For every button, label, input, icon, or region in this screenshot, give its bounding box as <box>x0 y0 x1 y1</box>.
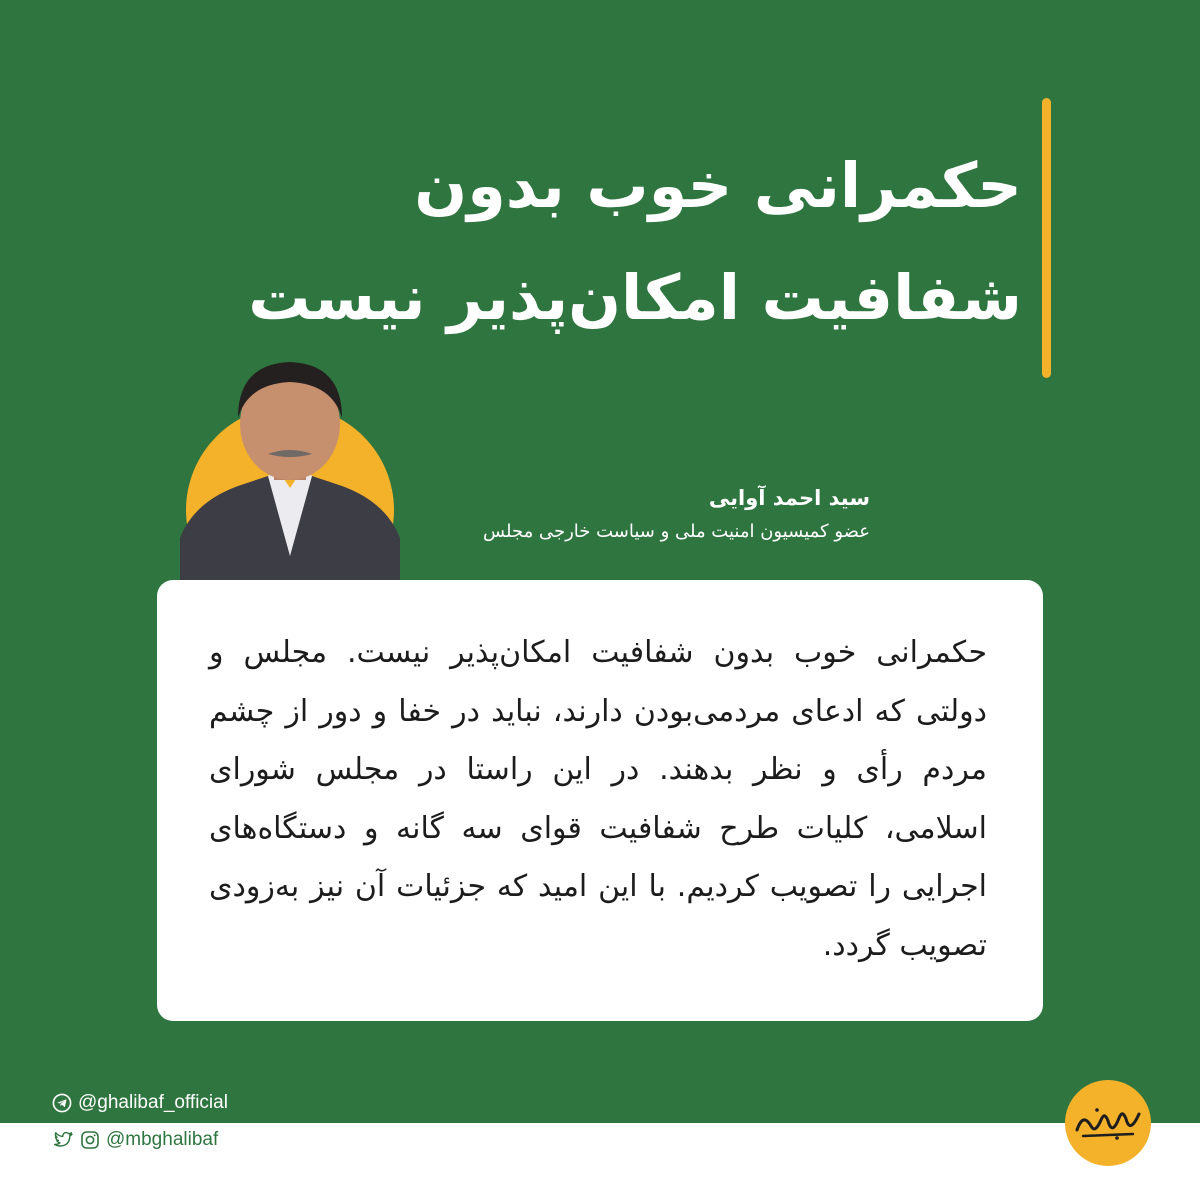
quote-text: حکمرانی خوب بدون شفافیت امکان‌پذیر نیست. مجلس و دولتی که ادعای مردمی‌بودن دارند، نباید در خفا و دور از چشم مردم رأی و نظر بدهند. در این راستا در مجلس شورای اسلامی، کلیات طرح شفافیت قوای سه گانه و دستگاه‌های اجرایی را تصویب کردیم. با این امید که جزئیات آن نیز به‌زودی تصویب گردد. <box>209 635 987 963</box>
headline-accent-bar <box>1042 98 1051 378</box>
twitter-instagram-handle-row[interactable] <box>52 1129 218 1151</box>
speaker-portrait <box>180 360 400 582</box>
twitter-instagram-handle[interactable]: @mbghalibaf <box>106 1129 219 1150</box>
signature-script-mark <box>1073 1104 1143 1142</box>
speaker-role: عضو کمیسیون امنیت ملی و سیاست خارجی مجلس <box>483 521 870 542</box>
telegram-icon <box>52 1093 72 1113</box>
headline: حکمرانی خوب بدون شفافیت امکان‌پذیر نیست <box>248 149 1022 334</box>
speaker-name: سید احمد آوایی <box>708 486 870 510</box>
quote-card <box>157 580 1043 1021</box>
signature-logo <box>1065 1080 1151 1166</box>
instagram-icon <box>80 1130 100 1150</box>
telegram-handle[interactable]: @ghalibaf_official <box>78 1092 228 1113</box>
twitter-icon <box>52 1130 74 1150</box>
telegram-handle-row[interactable] <box>52 1092 228 1114</box>
